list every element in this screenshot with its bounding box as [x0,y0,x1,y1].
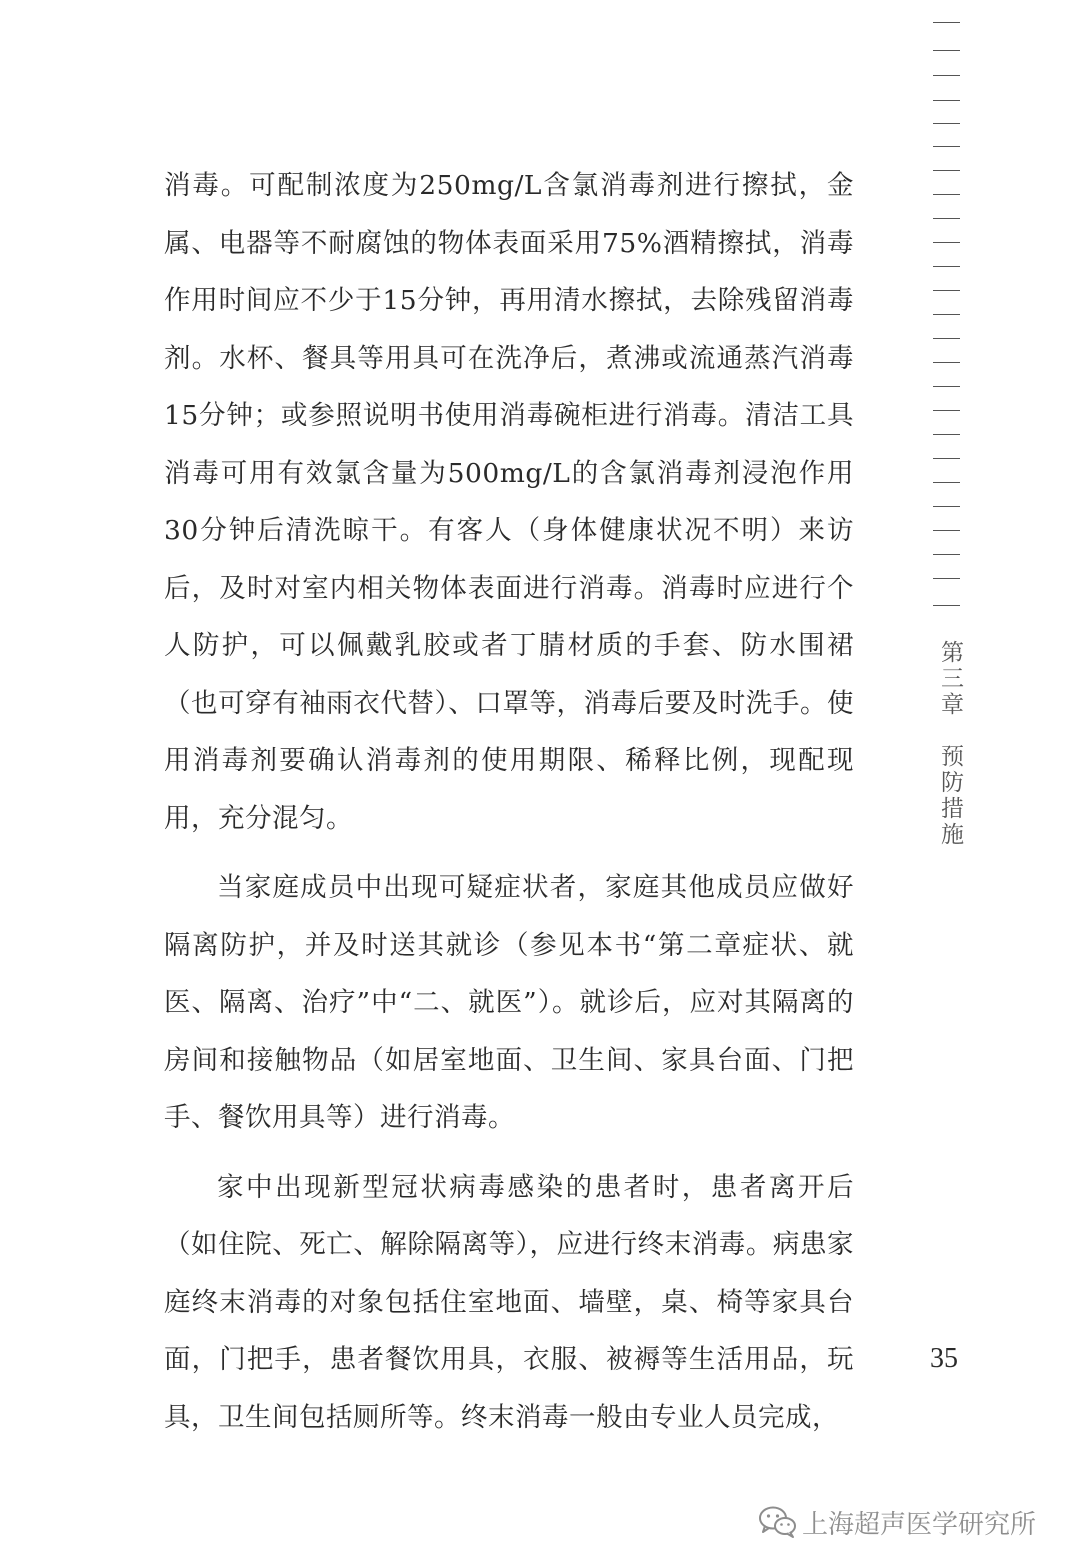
margin-rule [933,386,960,387]
page-body [164,157,854,1446]
margin-rule [933,458,960,459]
margin-rule [933,338,960,339]
margin-rule [933,290,960,291]
margin-rule [933,434,960,435]
margin-rule [933,50,960,51]
paragraph-1: 消毒。可配制浓度为250mg/L含氯消毒剂进行擦拭，金属、电器等不耐腐蚀的物体表面采用75%酒精擦拭，消毒作用时间应不少于15分钟，再用清水擦拭，去除残留消毒剂。水杯、餐具等用具可在洗净后，煮沸或流通蒸汽消毒15分钟；或参照说明书使用消毒碗柜进行消毒。清洁工具消毒可用有效氯含量为500mg/L的含氯消毒剂浸泡作用30分钟后清洗晾干。有客人（身体健康状况不明）来访后，及时对室内相关物体表面进行消毒。消毒时应进行个人防护，可以佩戴乳胶或者丁腈材质的手套、防水围裙（也可穿有袖雨衣代替）、口罩等，消毒后要及时洗手。使用消毒剂要确认消毒剂的使用期限、稀释比例，现配现用，充分混匀。 [164,170,854,834]
watermark [758,1502,1036,1542]
margin-rule [933,482,960,483]
margin-rule [933,22,960,23]
paragraph-2: 当家庭成员中出现可疑症状者，家庭其他成员应做好隔离防护，并及时送其就诊（参见本书“第二章症状、就医、隔离、治疗”中“二、就医”）。就诊后，应对其隔离的房间和接触物品（如居室地面、卫生间、家具台面、门把手、餐饮用具等）进行消毒。 [164,872,854,1133]
margin-rule [933,75,960,76]
margin-rule [933,146,960,147]
margin-rule [933,605,960,606]
margin-rules [933,0,960,612]
margin-rule [933,578,960,579]
margin-rule [933,530,960,531]
margin-rule [933,218,960,219]
margin-rule [933,242,960,243]
page-number: 35 [930,1343,958,1374]
margin-rule [933,123,960,124]
margin-rule [933,554,960,555]
margin-rule [933,362,960,363]
margin-rule [933,506,960,507]
chapter-header: 第三章 预防措施 [937,640,963,848]
margin-rule [933,266,960,267]
margin-rule [933,194,960,195]
paragraph-3: 家中出现新型冠状病毒感染的患者时，患者离开后（如住院、死亡、解除隔离等），应进行终末消毒。病患家庭终末消毒的对象包括住室地面、墙壁，桌、椅等家具台面，门把手，患者餐饮用具，衣服、被褥等生活用品，玩具，卫生间包括厕所等。终末消毒一般由专业人员完成， [164,1171,854,1433]
margin-rule [933,170,960,171]
watermark-text: 上海超声医学研究所 [802,1509,1037,1540]
margin-rule [933,314,960,315]
margin-rule [933,410,960,411]
margin-rule [933,100,960,101]
wechat-icon [758,1504,798,1540]
